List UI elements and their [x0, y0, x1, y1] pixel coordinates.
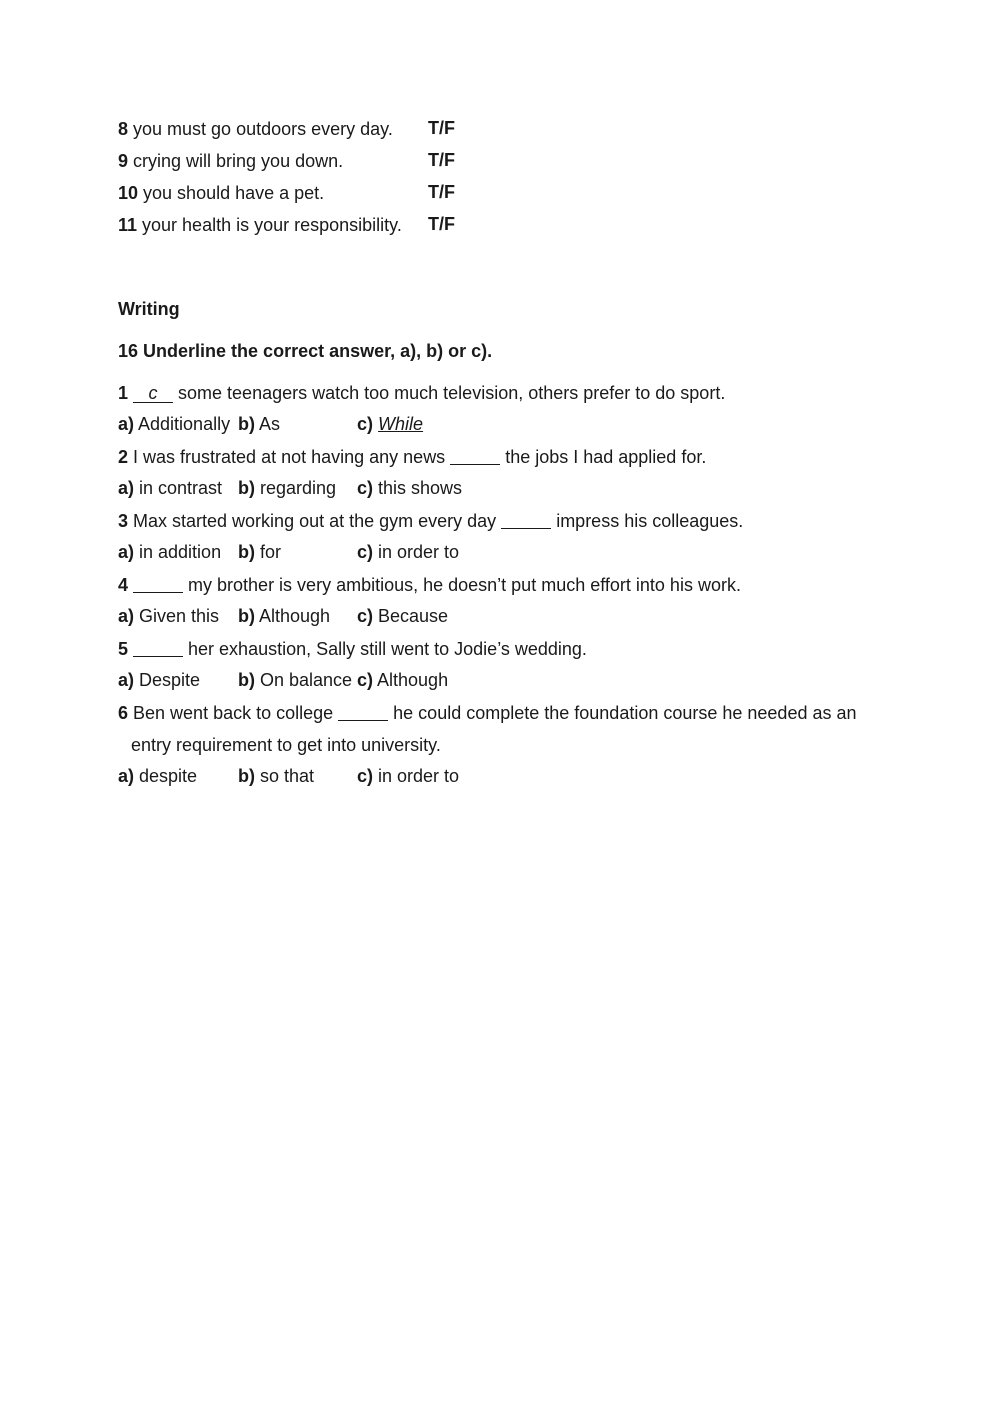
option-b[interactable]: b) Although	[238, 606, 331, 626]
question-6	[118, 702, 857, 724]
question-text: some teenagers watch too much television, others prefer to do sport.	[173, 383, 726, 403]
tf-item	[118, 150, 343, 172]
option-c[interactable]: c) this shows	[357, 478, 463, 498]
question-number: 2	[118, 447, 129, 467]
option-a[interactable]: a) in addition	[118, 542, 222, 562]
option-b[interactable]: b) for	[238, 542, 282, 562]
question-number: 1	[118, 383, 129, 403]
option-a[interactable]: a) despite	[118, 766, 198, 786]
answer-blank: c	[133, 384, 173, 403]
option-a[interactable]: a) Given this	[118, 606, 220, 626]
option-c[interactable]: c) in order to	[357, 542, 460, 562]
option-a[interactable]: a) Despite	[118, 670, 201, 690]
exercise-instruction	[118, 340, 492, 362]
option-b[interactable]: b) regarding	[238, 478, 337, 498]
question-1	[118, 382, 725, 404]
question-text: Max started working out at the gym every day	[128, 511, 502, 531]
tf-mark: T/F	[428, 182, 455, 202]
tf-mark: T/F	[428, 118, 455, 138]
question-number: 3	[118, 511, 129, 531]
tf-mark: T/F	[428, 150, 455, 170]
question-2	[118, 446, 706, 468]
item-number: 9	[118, 151, 129, 171]
option-c[interactable]: c) While	[357, 414, 424, 434]
selected-answer: While	[378, 414, 424, 434]
answer-blank[interactable]	[133, 574, 183, 593]
option-c[interactable]: c) Although	[357, 670, 449, 690]
item-number: 8	[118, 119, 129, 139]
question-5	[118, 638, 587, 660]
question-text: impress his colleagues.	[551, 511, 744, 531]
question-number: 6	[118, 703, 129, 723]
question-text: Ben went back to college	[128, 703, 339, 723]
question-number: 4	[118, 575, 129, 595]
question-text: her exhaustion, Sally still went to Jodie’s wedding.	[183, 639, 587, 659]
exercise-number: 16	[118, 341, 139, 361]
instruction-text: Underline the correct answer, a), b) or c).	[143, 341, 493, 361]
question-text: I was frustrated at not having any news	[128, 447, 451, 467]
answer-blank[interactable]	[133, 638, 183, 657]
option-a[interactable]: a) Additionally	[118, 414, 231, 434]
question-4	[118, 574, 741, 596]
section-heading: Writing	[118, 299, 180, 319]
answer-blank[interactable]	[450, 446, 500, 465]
item-number: 11	[118, 215, 138, 235]
item-number: 10	[118, 183, 139, 203]
item-text: your health is your responsibility.	[137, 215, 402, 235]
tf-mark: T/F	[428, 214, 455, 234]
question-number: 5	[118, 639, 129, 659]
item-text: you must go outdoors every day.	[128, 119, 393, 139]
option-b[interactable]: b) On balance	[238, 670, 353, 690]
tf-item	[118, 182, 324, 204]
item-text: crying will bring you down.	[128, 151, 344, 171]
option-b[interactable]: b) so that	[238, 766, 315, 786]
question-text: my brother is very ambitious, he doesn’t put much effort into his work.	[183, 575, 741, 595]
answer-blank[interactable]	[338, 702, 388, 721]
tf-item	[118, 118, 393, 140]
answer-blank[interactable]	[501, 510, 551, 529]
question-text: he could complete the foundation course he needed as an	[388, 703, 857, 723]
item-text: you should have a pet.	[138, 183, 325, 203]
option-c[interactable]: c) in order to	[357, 766, 460, 786]
option-c[interactable]: c) Because	[357, 606, 449, 626]
question-3	[118, 510, 743, 532]
question-continuation: entry requirement to get into university.	[131, 735, 441, 755]
tf-item	[118, 214, 402, 236]
question-text: the jobs I had applied for.	[500, 447, 707, 467]
option-b[interactable]: b) As	[238, 414, 281, 434]
option-a[interactable]: a) in contrast	[118, 478, 223, 498]
